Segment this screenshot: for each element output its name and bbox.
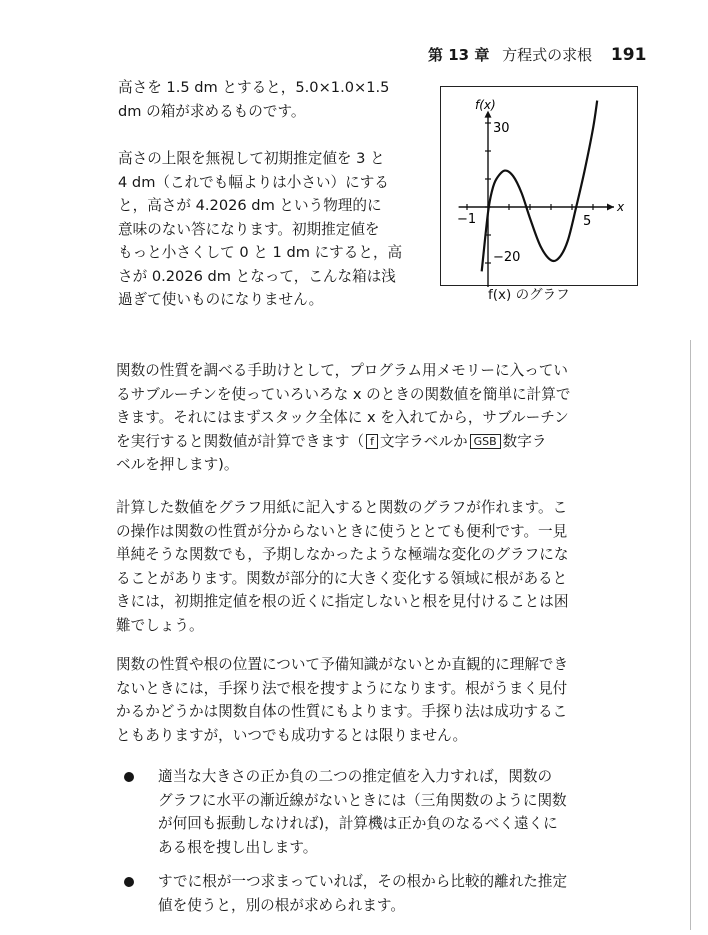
text-line: 高さの上限を無視して初期推定値を 3 と (118, 150, 385, 167)
text-line: かるかどうかは関数自体の性質にもよります。手探り法は成功するこ (116, 703, 568, 720)
graph-labels (457, 98, 625, 265)
text-line: 過ぎて使いものになりません。 (118, 291, 324, 308)
figure-caption: f(x) のグラフ (488, 287, 570, 303)
text-segment: 文字ラベルか (379, 432, 468, 450)
bullet-point (124, 877, 134, 887)
text-line: 値を使うと，別の根が求められます。 (158, 896, 405, 914)
text-line: 適当な大きさの正か負の二つの推定値を入力すれば，関数の (158, 768, 553, 785)
text-line: 計算した数値をグラフ用紙に記入すると関数のグラフが作れます。こ (116, 499, 568, 516)
bullet-point (124, 772, 134, 782)
text-line: 関数の性質を調べる手助けとして，プログラム用メモリーに入ってい (116, 362, 568, 379)
f-key-symbol: f (366, 434, 378, 449)
page-number: 191 (610, 45, 647, 65)
y-axis-label: f(x) (475, 98, 496, 112)
bullet-item-2 (158, 870, 567, 917)
text-line: さが 0.2026 dm となって，こんな箱は浅 (118, 267, 396, 285)
text-line: 4 dm（これでも幅よりは小さい）にする (118, 173, 389, 191)
text-line: の操作は関数の性質が分からないときに使うととても便利です。一見 (116, 522, 568, 540)
text-line-with-keys (116, 430, 570, 454)
gsb-key-symbol: GSB (470, 434, 501, 449)
x-axis-label: x (617, 200, 625, 214)
y-tick-label-top: 30 (493, 121, 510, 136)
bullet-item-1 (158, 765, 567, 859)
text-line: 意味のない答になります。初期推定値を (118, 220, 380, 238)
body-paragraph-3 (116, 653, 568, 747)
intro-paragraph (118, 76, 389, 123)
function-graph (441, 87, 639, 287)
chapter-number: 第 13 章 (428, 46, 490, 64)
text-line: もっと小さくして 0 と 1 dm にすると，高 (118, 244, 403, 261)
text-line: が何回も振動しなければ)，計算機は正か負のなるべく遠くに (158, 815, 558, 832)
text-line: ある根を捜し出します。 (158, 838, 318, 856)
text-line: ベルを押します)。 (116, 456, 239, 473)
text-line: 関数の性質や根の位置について予備知識がないとか直観的に理解でき (116, 656, 569, 673)
text-line: 高さを 1.5 dm とすると，5.0×1.0×1.5 (118, 79, 390, 96)
function-graph-figure (440, 86, 638, 286)
text-line: と，高さが 4.2026 dm という物理的に (118, 197, 382, 214)
text-line: るサブルーチンを使っていろいろな x のときの関数値を簡単に計算で (116, 385, 571, 403)
text-line: すでに根が一つ求まっていれば，その根から比較的離れた推定 (158, 873, 568, 890)
text-line: ることがあります。関数が部分的に大きく変化する領域に根があると (116, 569, 568, 587)
body-paragraph-2 (116, 496, 568, 637)
text-line: グラフに水平の漸近線がないときには（三角関数のように関数 (158, 791, 567, 809)
x-axis-arrow (607, 204, 614, 211)
text-line: ともありますが，いつでも成功するとは限りません。 (116, 726, 468, 744)
text-line: 難でしょう。 (116, 616, 204, 634)
x-tick-label-right: 5 (583, 214, 592, 229)
text-line: ないときには，手探り法で根を捜すようになります。根がうまく見付 (116, 679, 568, 697)
chapter-title: 方程式の求根 (502, 46, 593, 64)
x-tick-label-left: −1 (457, 212, 477, 227)
text-segment: を実行すると関数値が計算できます（ (116, 432, 365, 450)
text-line: きには，初期推定値を根の近くに指定しないと根を見付けることは困 (116, 593, 569, 610)
page-header (428, 44, 646, 65)
y-tick-label-bottom: −20 (493, 250, 521, 265)
body-paragraph-1 (116, 359, 570, 477)
text-line: dm の箱が求めるものです。 (118, 102, 306, 120)
upper-bound-paragraph (118, 147, 402, 312)
text-line: 単純そうな関数でも，予期しなかったような極端な変化のグラフにな (116, 546, 569, 563)
text-segment: 数字ラ (502, 432, 547, 450)
scan-edge-line (690, 340, 691, 930)
text-line: きます。それにはまずスタック全体に x を入れてから，サブルーチン (116, 409, 569, 426)
